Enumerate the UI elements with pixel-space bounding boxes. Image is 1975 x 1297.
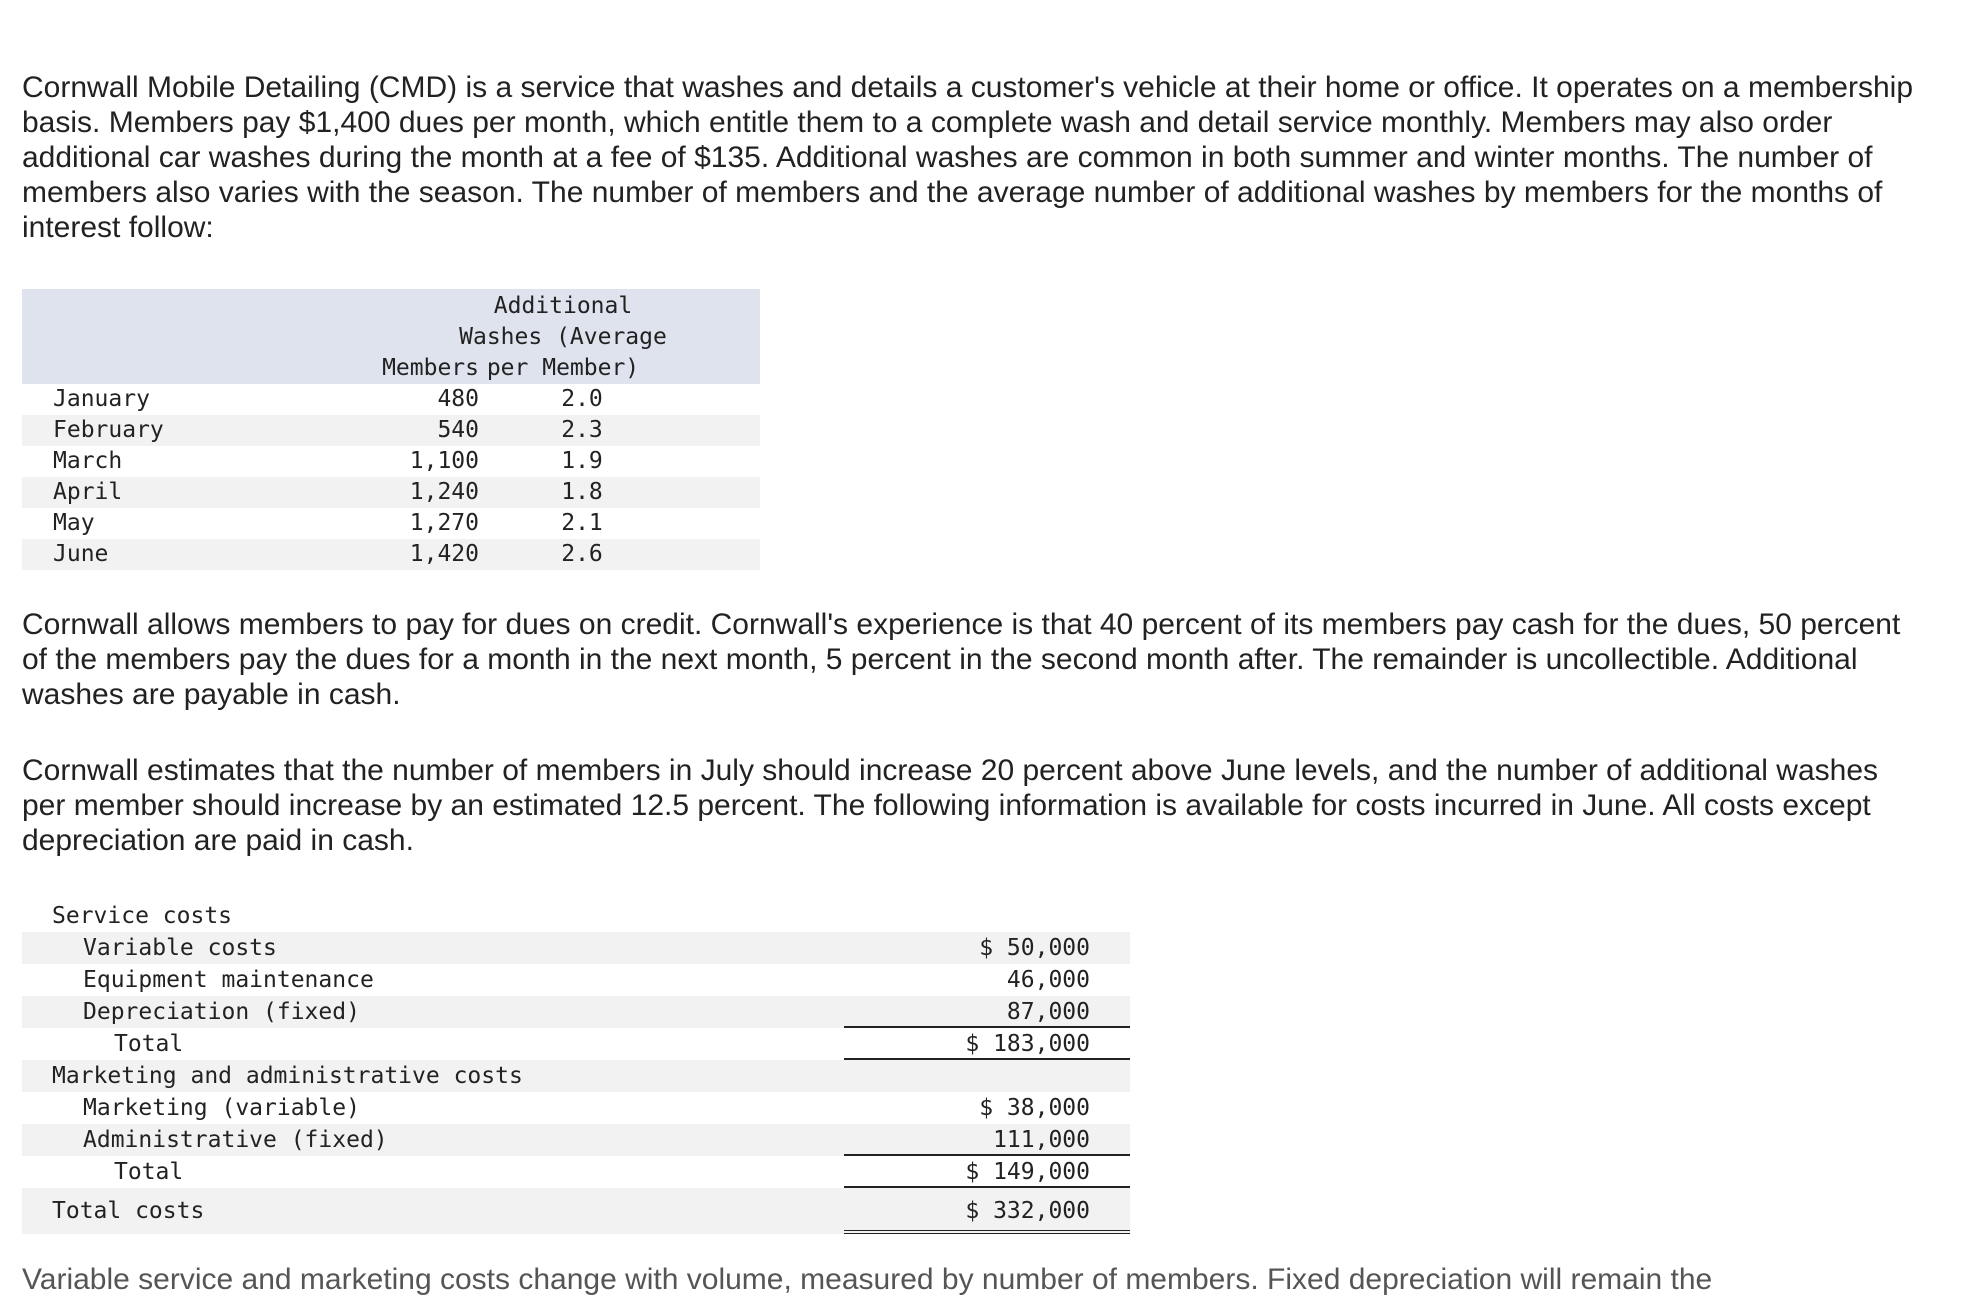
table-row bbox=[22, 384, 760, 415]
estimates-paragraph: Cornwall estimates that the number of members in July should increase 20 percent above June levels, and the number of additional washes per member should increase by an estimated 12.5 percent. The following information is available for costs incurred in June. All costs except depreciation are paid in cash. bbox=[22, 754, 1879, 857]
month-cell: January bbox=[53, 386, 150, 412]
members-column-header: Members bbox=[382, 355, 479, 381]
cost-amount: $ 332,000 bbox=[965, 1198, 1090, 1224]
cutoff-paragraph: Variable service and marketing costs change with volume, measured by number of members. Fixed depreciation will remain the bbox=[22, 1263, 1713, 1296]
washes-cell: 2.1 bbox=[561, 510, 603, 536]
month-cell: April bbox=[53, 479, 123, 505]
cost-amount: $ 149,000 bbox=[965, 1159, 1090, 1185]
table-row bbox=[22, 1188, 1130, 1234]
month-cell: March bbox=[53, 448, 123, 474]
members-cell: 540 bbox=[437, 417, 479, 443]
table-row bbox=[22, 996, 1130, 1028]
table-row bbox=[22, 964, 1130, 996]
cost-label: Total bbox=[114, 1031, 184, 1057]
cost-label: Administrative (fixed) bbox=[83, 1127, 388, 1153]
cost-amount: $ 38,000 bbox=[979, 1095, 1090, 1121]
table-row bbox=[22, 508, 760, 539]
table-row bbox=[22, 539, 760, 570]
members-table bbox=[22, 289, 760, 570]
members-cell: 1,240 bbox=[409, 479, 479, 505]
cost-label: Marketing (variable) bbox=[83, 1095, 360, 1121]
month-cell: June bbox=[53, 541, 109, 567]
table-row bbox=[22, 1028, 1130, 1060]
cost-label: Total costs bbox=[52, 1198, 205, 1224]
table-row bbox=[22, 1156, 1130, 1188]
table-row bbox=[22, 477, 760, 508]
table-row bbox=[22, 900, 1130, 932]
table-row bbox=[22, 1060, 1130, 1092]
cost-amount: $ 183,000 bbox=[965, 1031, 1090, 1057]
washes-cell: 1.9 bbox=[561, 448, 603, 474]
members-cell: 1,420 bbox=[409, 541, 479, 567]
washes-cell: 2.0 bbox=[561, 386, 603, 412]
cost-amount: $ 50,000 bbox=[979, 935, 1090, 961]
table-row bbox=[22, 446, 760, 477]
costs-table bbox=[22, 900, 1130, 1234]
cost-label: Variable costs bbox=[83, 935, 277, 961]
cost-label: Marketing and administrative costs bbox=[52, 1063, 523, 1089]
table-row bbox=[22, 932, 1130, 964]
cost-label: Depreciation (fixed) bbox=[83, 999, 360, 1025]
washes-cell: 1.8 bbox=[561, 479, 603, 505]
intro-paragraph: Cornwall Mobile Detailing (CMD) is a service that washes and details a customer's vehicle at their home or office. It operates on a membership basis. Members pay $1,400 dues per month, which entitle them to a complete wash and detail service monthly. Members may also order additional car washes during the month at a fee of $135. Additional washes are common in both summer and winter months. The number of members also varies with the season. The number of members and the average number of additional washes by members for the months of interest follow: bbox=[22, 71, 1914, 244]
month-cell: May bbox=[53, 510, 95, 536]
month-cell: February bbox=[53, 417, 164, 443]
washes-column-header: Additional Washes (Average per Member) bbox=[459, 293, 667, 381]
members-cell: 1,100 bbox=[409, 448, 479, 474]
cost-label: Equipment maintenance bbox=[83, 967, 374, 993]
washes-cell: 2.3 bbox=[561, 417, 603, 443]
table-row bbox=[22, 415, 760, 446]
cost-amount: 111,000 bbox=[993, 1127, 1090, 1153]
credit-paragraph: Cornwall allows members to pay for dues on credit. Cornwall's experience is that 40 percent of its members pay cash for the dues, 50 percent of the members pay the dues for a month in the next month, 5 percent in the second month after. The remainder is uncollectible. Additional washes are payable in cash. bbox=[22, 608, 1901, 711]
cost-amount: 46,000 bbox=[1006, 967, 1090, 993]
cost-label: Total bbox=[114, 1159, 184, 1185]
members-table-header bbox=[22, 289, 760, 384]
cost-amount: 87,000 bbox=[1006, 999, 1090, 1025]
cost-label: Service costs bbox=[52, 903, 233, 929]
members-cell: 1,270 bbox=[409, 510, 479, 536]
washes-cell: 2.6 bbox=[561, 541, 603, 567]
members-cell: 480 bbox=[437, 386, 479, 412]
table-row bbox=[22, 1124, 1130, 1156]
table-row bbox=[22, 1092, 1130, 1124]
